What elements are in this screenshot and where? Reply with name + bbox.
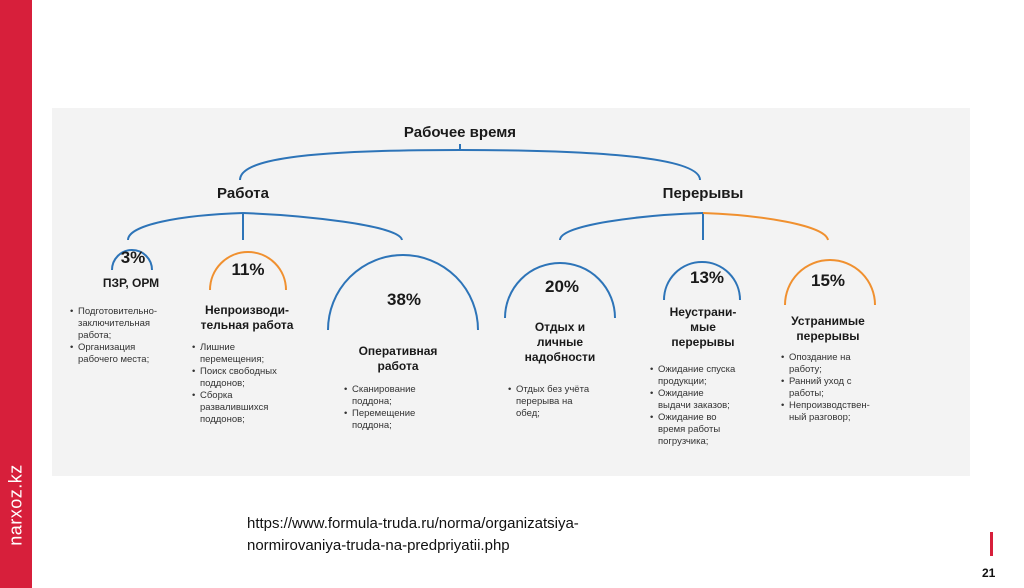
work-brace-left: [128, 213, 243, 240]
list-item: [650, 412, 735, 448]
percent-unproductive: 11%: [231, 260, 265, 279]
list-line: • Перемещение: [352, 408, 416, 419]
node-label-line: Отдых и: [534, 320, 586, 334]
brand-logo-text: narxoz.kz: [5, 464, 26, 546]
node-label-operative: [359, 344, 438, 374]
bullet-list-operative: [344, 384, 416, 432]
bullet-list-avoidable: [781, 352, 870, 424]
list-line: работы;: [789, 388, 824, 399]
list-line: выдачи заказов;: [658, 400, 730, 411]
list-line: работу;: [789, 364, 822, 375]
list-line: • Организация: [78, 342, 136, 353]
node-label-unavoidable: [670, 305, 737, 350]
list-item: [781, 352, 870, 376]
branch-title-work: Работа: [217, 185, 269, 202]
page-number: 21: [982, 566, 996, 580]
node-label-line: мые: [690, 320, 716, 334]
list-item: [344, 384, 416, 408]
page-number-bar: [990, 532, 993, 556]
list-line: рабочего места;: [78, 354, 150, 365]
list-line: • Лишние: [200, 342, 235, 353]
root-title: Рабочее время: [403, 124, 517, 141]
work-brace-right: [243, 213, 402, 240]
node-label-line: перерывы: [796, 329, 860, 343]
node-label-avoidable: [791, 314, 865, 344]
list-line: поддонов;: [200, 414, 245, 425]
list-line: работа;: [78, 330, 112, 341]
node-label-line: Непроизводи-: [205, 303, 289, 317]
list-item: [192, 366, 277, 390]
list-line: • Опоздание на: [789, 352, 851, 363]
node-label-rest: [525, 320, 596, 365]
node-label-unproductive: [201, 303, 294, 333]
bullet-list-rest: [508, 384, 589, 420]
node-label-line: Неустрани-: [669, 305, 737, 319]
list-item: [192, 342, 277, 366]
list-line: • Ранний уход с: [789, 376, 852, 387]
list-line: заключительная: [78, 318, 150, 329]
bullet-list-unproductive: [192, 342, 277, 426]
node-label-line: работа: [377, 359, 419, 373]
list-line: • Отдых без учёта: [516, 384, 590, 395]
list-line: погрузчика;: [658, 436, 709, 447]
list-item: [508, 384, 589, 420]
list-item: [344, 408, 416, 432]
list-line: • Сборка: [200, 390, 233, 401]
node-label-line: Устранимые: [791, 314, 865, 328]
list-line: • Ожидание: [658, 388, 704, 399]
node-label-line: тельная работа: [200, 318, 294, 332]
node-label-line: надобности: [524, 350, 596, 364]
list-line: • Поиск свободных: [200, 366, 277, 377]
list-line: поддонов;: [200, 378, 245, 389]
list-line: ный разговор;: [789, 412, 851, 423]
list-line: продукции;: [658, 376, 707, 387]
list-line: • Сканирование: [352, 384, 416, 395]
node-label-line: ПЗР, ОРМ: [102, 276, 160, 290]
root-brace: [240, 150, 700, 180]
node-label-line: личные: [536, 335, 584, 349]
list-item: [70, 342, 157, 366]
list-item: [781, 376, 870, 400]
list-line: обед;: [516, 408, 540, 419]
list-line: перерыва на: [516, 396, 573, 407]
percent-unavoidable: 13%: [689, 268, 725, 287]
list-line: • Ожидание во: [658, 412, 717, 423]
list-item: [650, 364, 735, 388]
percent-operative: 38%: [386, 290, 422, 309]
list-item: [192, 390, 277, 426]
list-line: развалившихся: [200, 402, 269, 413]
breaks-brace-left: [560, 213, 703, 240]
node-label-line: перерывы: [671, 335, 735, 349]
list-line: • Ожидание спуска: [658, 364, 736, 375]
source-url[interactable]: [247, 513, 579, 557]
list-line: время работы: [658, 424, 721, 435]
list-line: поддона;: [352, 396, 392, 407]
bullet-list-unavoidable: [650, 364, 735, 448]
source-url-line2[interactable]: normirovaniya-truda-na-predpriyatii.php: [247, 537, 510, 554]
node-label-pzr-orm: [103, 276, 159, 291]
list-item: [650, 388, 735, 412]
node-label-line: Оперативная: [358, 344, 438, 358]
breaks-brace-right: [703, 213, 828, 240]
list-line: • Непроизводствен-: [789, 400, 870, 411]
percent-pzr-orm: 3%: [120, 248, 146, 267]
list-line: • Подготовительно-: [78, 306, 158, 317]
list-item: [70, 306, 157, 342]
list-line: перемещения;: [200, 354, 265, 365]
list-item: [781, 400, 870, 424]
branch-title-breaks: Перерывы: [662, 185, 744, 202]
source-url-line1[interactable]: https://www.formula-truda.ru/norma/organizatsiya-: [247, 515, 579, 532]
percent-rest: 20%: [544, 277, 580, 296]
list-line: поддона;: [352, 420, 392, 431]
percent-avoidable: 15%: [810, 271, 846, 290]
bullet-list-pzr-orm: [70, 306, 157, 366]
